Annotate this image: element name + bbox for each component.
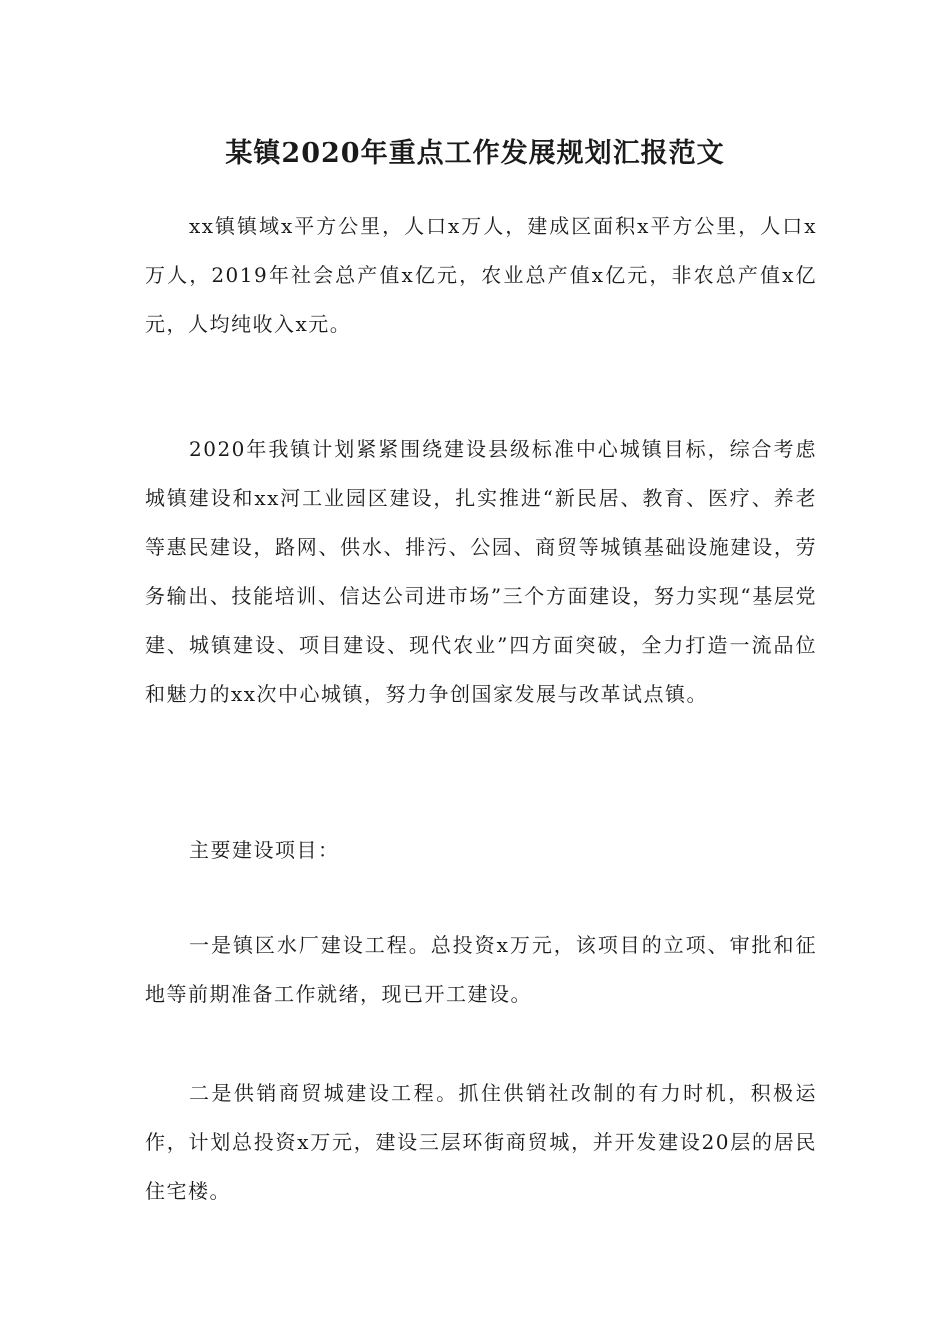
paragraph-project-water-plant: 一是镇区水厂建设工程。总投资x万元，该项目的立项、审批和征地等前期准备工作就绪，现已开工建设。: [145, 933, 817, 1006]
paragraph-projects-heading: 主要建设项目：: [189, 838, 340, 862]
paragraph-overview: xx镇镇域x平方公里，人口x万人，建成区面积x平方公里，人口x万人，2019年社会总产值x亿元，农业总产值x亿元，非农总产值x亿元，人均纯收入x元。: [145, 214, 817, 336]
paragraph-plan: 2020年我镇计划紧紧围绕建设县级标准中心城镇目标，综合考虑城镇建设和xx河工业园区建设，扎实推进“新民居、教育、医疗、养老等惠民建设，路网、供水、排污、公园、商贸等城镇基础设施建设，劳务输出、技能培训、信达公司进市场”三个方面建设，努力实现“基层党建、城镇建设、项目建设、现代农业”四方面突破，全力打造一流品位和魅力的xx次中心城镇，努力争创国家发展与改革试点镇。: [145, 437, 817, 706]
paragraph-project-trade-city: 二是供销商贸城建设工程。抓住供销社改制的有力时机，积极运作，计划总投资x万元，建设三层环街商贸城，并开发建设20层的居民住宅楼。: [145, 1081, 817, 1203]
document-title: 某镇2020年重点工作发展规划汇报范文: [225, 138, 725, 169]
